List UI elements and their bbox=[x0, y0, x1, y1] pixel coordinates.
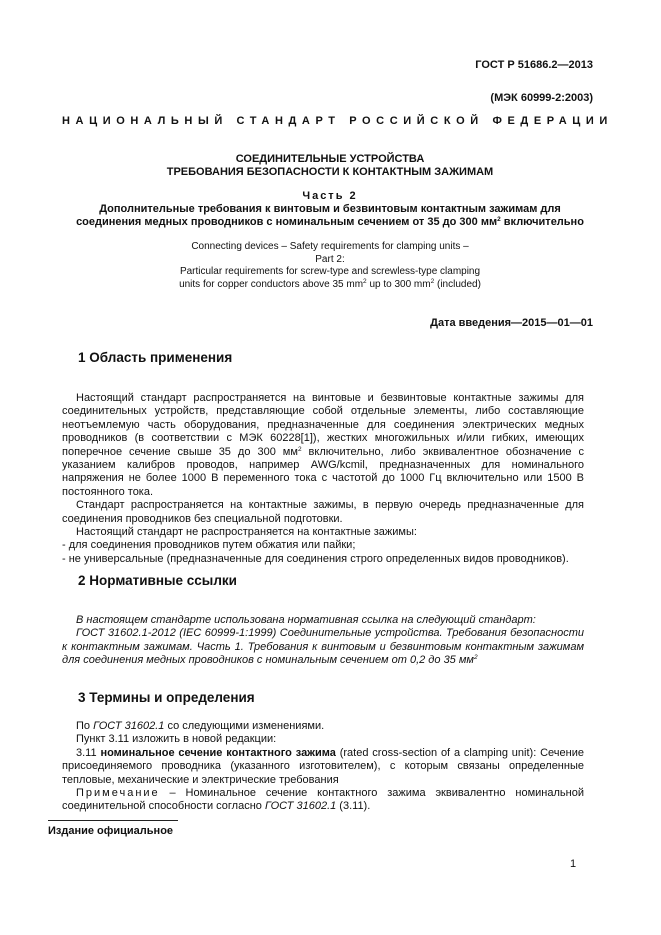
section-1-paragraph-3: Настоящий стандарт не распространяется на контактные зажимы: bbox=[76, 526, 417, 539]
section-1-paragraph-1: Настоящий стандарт распространяется на винтовые и безвинтовые контактные зажимы для соединительных устройств, представляющие собой отдельные элементы, либо составляющие неотъемлемую часть оборудования, предназначенные для соединения электрических медных проводников (в соответствии с МЭК 60228[1]), жестких многожильных и/или гибких, имеющих поперечное сечение свыше 35 до 300 $мм^2$ включительно, либо эквивалентное обозначение с указанием калибров проводов, например AWG/kcmil, предназначенных для номинального напряжения не более 1000 В переменного тока с частотой до 1000 Гц включительно или 1500 В постоянного тока. bbox=[62, 392, 584, 498]
national-standard-banner: НАЦИОНАЛЬНЫЙ СТАНДАРТ РОССИЙСКОЙ ФЕДЕРАЦИИ bbox=[62, 115, 613, 127]
part-label: Часть 2 bbox=[302, 190, 358, 202]
english-title bbox=[60, 241, 600, 291]
title-line-2: ТРЕБОВАНИЯ БЕЗОПАСНОСТИ К КОНТАКТНЫМ ЗАЖИМАМ bbox=[166, 166, 494, 178]
section-1-list-item-1: - для соединения проводников путем обжатия или пайки; bbox=[62, 539, 356, 552]
english-line-3: Particular requirements for screw-type and screwless-type clamping bbox=[179, 266, 481, 277]
section-2-paragraph-2: ГОСТ 31602.1-2012 (IEC 60999-1:1999) Соединительные устройства. Требования безопасности к контактным зажимам. Часть 1. Требования к винтовым и безвинтовым контактным зажимам для соединения медных проводников с номинальным сечением от 0,2 до 35 $мм^2$ bbox=[62, 627, 584, 667]
section-3-paragraph-2: Пункт 3.11 изложить в новой редакции: bbox=[76, 733, 277, 746]
note-label: Примечание bbox=[76, 787, 160, 800]
section-3-heading: 3 Термины и определения bbox=[78, 690, 255, 705]
page-number: 1 bbox=[570, 858, 577, 870]
introduction-date: Дата введения—2015—01—01 bbox=[430, 317, 593, 329]
section-2-heading: 2 Нормативные ссылки bbox=[78, 573, 237, 588]
footer-divider bbox=[48, 820, 178, 821]
term-name: номинальное сечение контактного зажима bbox=[100, 746, 336, 759]
section-2-paragraph-1: В настоящем стандарте использована нормативная ссылка на следующий стандарт: bbox=[76, 614, 536, 626]
iec-number: (МЭК 60999-2:2003) bbox=[490, 92, 593, 104]
section-1-body bbox=[62, 392, 584, 566]
section-3-body bbox=[62, 720, 584, 814]
gost-number: ГОСТ Р 51686.2—2013 bbox=[475, 59, 593, 71]
english-line-4: units for copper conductors above 35 $mm^2$ up to 300 $mm^2$ (included) bbox=[179, 277, 481, 290]
title-line-1: СОЕДИНИТЕЛЬНЫЕ УСТРОЙСТВА bbox=[235, 153, 425, 165]
section-3-definition: 3.11 номинальное сечение контактного зажима (rated cross-section of a clamping unit): Сечение присоединяемого проводника (указанного изготовителем), с которым связаны определенные тепловые, механические и электрические требования bbox=[62, 746, 584, 786]
official-edition-label: Издание официальное bbox=[48, 825, 174, 837]
english-line-1: Connecting devices – Safety requirements for clamping units – bbox=[191, 241, 469, 252]
section-3-note: Примечание – Номинальное сечение контактного зажима эквивалентно номинальной соединительной способности согласно ГОСТ 31602.1 (3.11). bbox=[62, 787, 584, 813]
english-line-2: Part 2: bbox=[315, 253, 345, 265]
section-1-paragraph-2: Стандарт распространяется на контактные зажимы, в первую очередь предназначенные для соединения проводников без специальной подготовки. bbox=[62, 499, 584, 525]
subtitle-line-1: Дополнительные требования к винтовым и безвинтовым контактным зажимам для bbox=[99, 203, 561, 215]
subtitle-line-2: соединения медных проводников с номинальным сечением от 35 до 300 $мм^2$ включительно bbox=[76, 216, 584, 228]
section-2-body bbox=[62, 614, 584, 668]
section-1-heading: 1 Область применения bbox=[78, 350, 233, 365]
subtitle bbox=[60, 203, 600, 229]
section-3-paragraph-1: По ГОСТ 31602.1 со следующими изменениями. bbox=[76, 720, 325, 732]
section-1-list-item-2: - не универсальные (предназначенные для соединения строго определенных видов проводников). bbox=[62, 552, 569, 565]
